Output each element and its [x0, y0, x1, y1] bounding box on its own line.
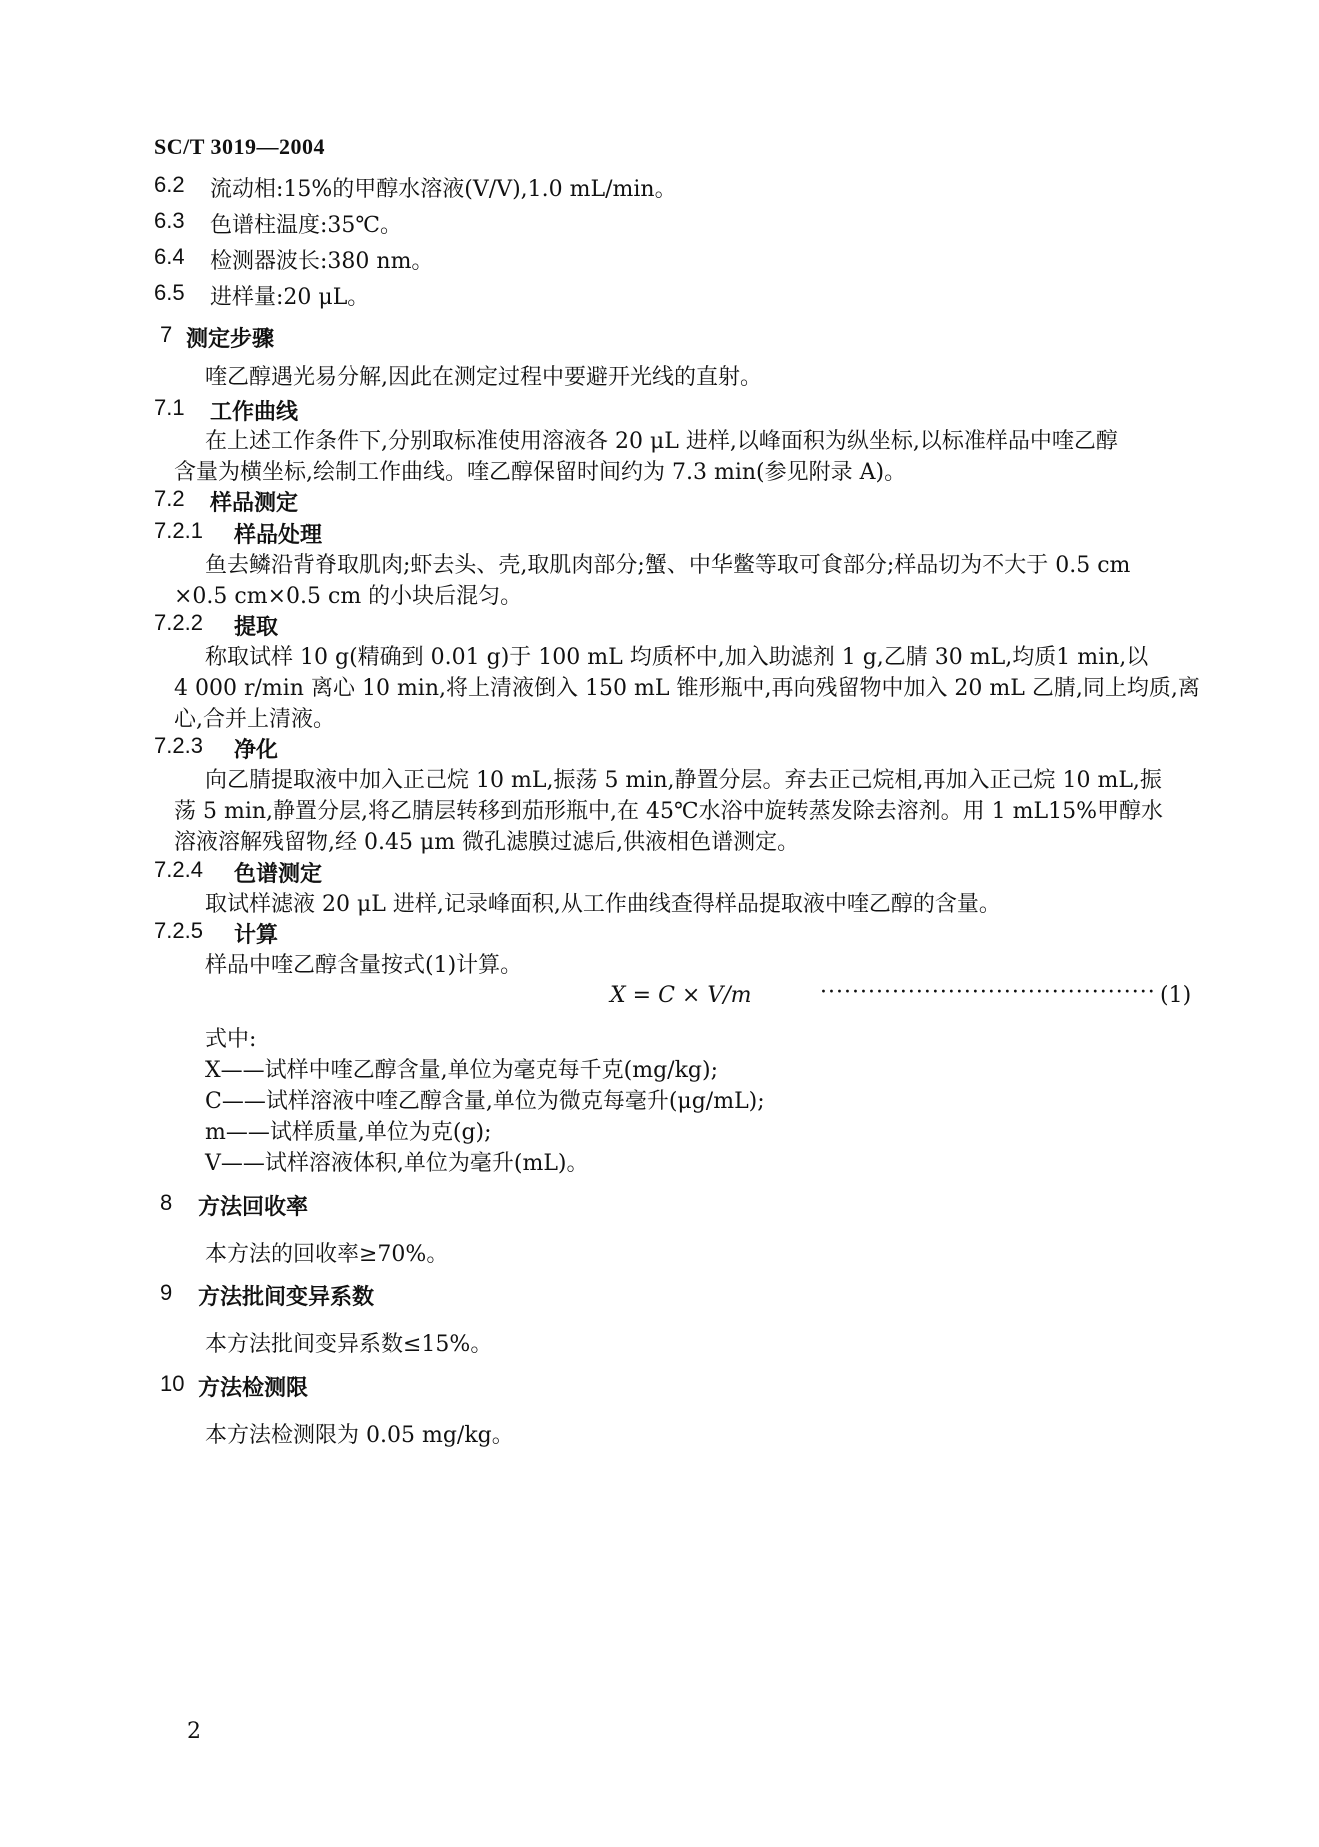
section-number: 9 — [160, 1280, 173, 1305]
paragraph-line: 鱼去鳞沿背脊取肌肉;虾去头、壳,取肌肉部分;蟹、中华鳖等取可食部分;样品切为不大于 0.5 cm — [205, 553, 1131, 578]
paragraph-line: 4 000 r/min 离心 10 min,将上清液倒入 150 mL 锥形瓶中,再向残留物中加入 20 mL 乙腈,同上均质,离 — [174, 676, 1200, 701]
condition-number: 6.2 — [154, 172, 185, 197]
subsection-title: 提取 — [234, 615, 279, 640]
variable-definition: X——试样中喹乙醇含量,单位为毫克每千克(mg/kg); — [205, 1058, 719, 1083]
section-number: 8 — [160, 1190, 173, 1215]
condition-number: 6.4 — [154, 244, 185, 269]
paragraph-line: 溶液溶解残留物,经 0.45 μm 微孔滤膜过滤后,供液相色谱测定。 — [174, 830, 800, 855]
section-title: 方法批间变异系数 — [198, 1285, 375, 1310]
section-title: 方法回收率 — [198, 1195, 309, 1220]
paragraph-line: 称取试样 10 g(精确到 0.01 g)于 100 mL 均质杯中,加入助滤剂 1 g,乙腈 30 mL,均质1 min,以 — [205, 645, 1149, 670]
section-title: 方法检测限 — [198, 1376, 309, 1401]
paragraph-line: 向乙腈提取液中加入正己烷 10 mL,振荡 5 min,静置分层。弃去正己烷相,再加入正己烷 10 mL,振 — [205, 768, 1162, 793]
variable-definition: C——试样溶液中喹乙醇含量,单位为微克每毫升(μg/mL); — [205, 1089, 765, 1114]
paragraph: 本方法批间变异系数≤15%。 — [205, 1332, 493, 1357]
condition-text: 进样量:20 μL。 — [210, 285, 370, 310]
section-number: 7 — [160, 322, 173, 347]
formula: X = C × V/m — [610, 983, 752, 1008]
where-label: 式中: — [205, 1027, 257, 1052]
paragraph-line: 在上述工作条件下,分别取标准使用溶液各 20 μL 进样,以峰面积为纵坐标,以标准样品中喹乙醇 — [205, 429, 1118, 454]
paragraph-line: 含量为横坐标,绘制工作曲线。喹乙醇保留时间约为 7.3 min(参见附录 A)。 — [174, 460, 907, 485]
section-number: 10 — [160, 1371, 185, 1396]
section-title: 测定步骤 — [186, 327, 275, 352]
subsection-number: 7.2.4 — [154, 857, 203, 882]
paragraph-line: 荡 5 min,静置分层,将乙腈层转移到茄形瓶中,在 45℃水浴中旋转蒸发除去溶剂。用 1 mL15%甲醇水 — [174, 799, 1163, 824]
paragraph: 本方法检测限为 0.05 mg/kg。 — [205, 1423, 514, 1448]
subsection-title: 计算 — [234, 923, 279, 948]
subsection-title: 工作曲线 — [210, 400, 299, 425]
subsection-number: 7.2.1 — [154, 518, 203, 543]
subsection-number: 7.1 — [154, 395, 185, 420]
subsection-title: 样品处理 — [234, 523, 323, 548]
variable-definition: m——试样质量,单位为克(g); — [205, 1120, 492, 1145]
condition-number: 6.3 — [154, 208, 185, 233]
paragraph: 喹乙醇遇光易分解,因此在测定过程中要避开光线的直射。 — [205, 365, 762, 390]
paragraph-line: 心,合并上清液。 — [174, 707, 335, 732]
condition-text: 流动相:15%的甲醇水溶液(V/V),1.0 mL/min。 — [210, 177, 677, 202]
condition-text: 检测器波长:380 nm。 — [210, 249, 434, 274]
subsection-title: 色谱测定 — [234, 862, 323, 887]
subsection-title: 净化 — [234, 738, 279, 763]
paragraph: 样品中喹乙醇含量按式(1)计算。 — [205, 953, 523, 978]
page-number: 2 — [187, 1719, 201, 1744]
subsection-number: 7.2.2 — [154, 610, 203, 635]
condition-number: 6.5 — [154, 280, 185, 305]
variable-definition: V——试样溶液体积,单位为毫升(mL)。 — [205, 1151, 589, 1176]
equation-number: (1) — [1160, 983, 1192, 1008]
standard-code: SC/T 3019—2004 — [154, 134, 326, 159]
formula-leader-dots: ·········································· — [820, 980, 1156, 1005]
paragraph: 本方法的回收率≥70%。 — [205, 1242, 449, 1267]
subsection-title: 样品测定 — [210, 491, 299, 516]
subsection-number: 7.2.3 — [154, 733, 203, 758]
paragraph-line: ×0.5 cm×0.5 cm 的小块后混匀。 — [174, 584, 523, 609]
subsection-number: 7.2 — [154, 486, 185, 511]
condition-text: 色谱柱温度:35℃。 — [210, 213, 403, 238]
subsection-number: 7.2.5 — [154, 918, 203, 943]
paragraph-line: 取试样滤液 20 μL 进样,记录峰面积,从工作曲线查得样品提取液中喹乙醇的含量。 — [205, 892, 1001, 917]
